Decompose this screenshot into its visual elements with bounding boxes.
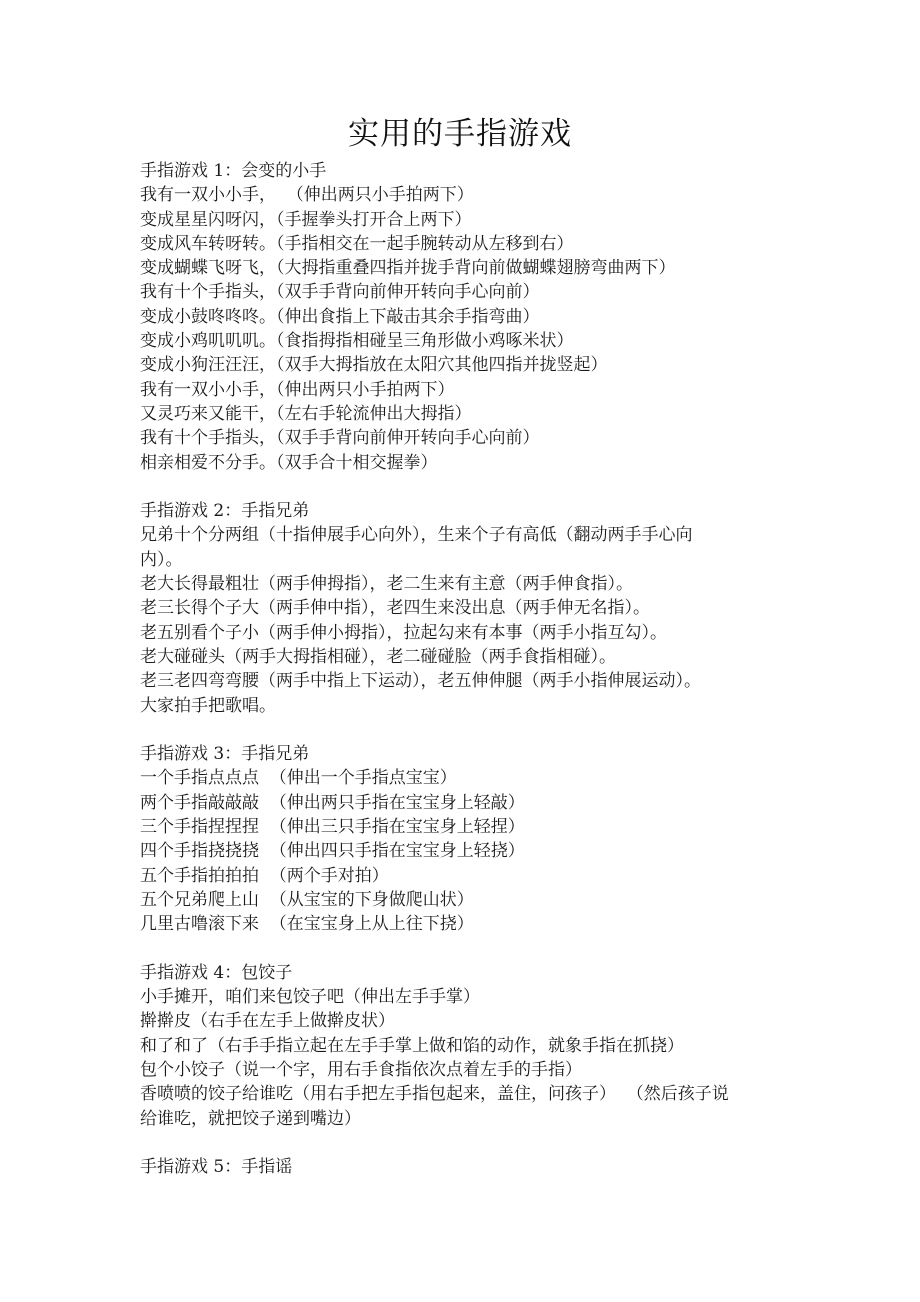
page-title: 实用的手指游戏 [348,116,572,152]
text-line: 变成蝴蝶飞呀飞，（大拇指重叠四指并拢手背向前做蝴蝶翅膀弯曲两下） [140,258,676,279]
text-line: 大家拍手把歌唱。 [140,695,276,716]
text-line: 相亲相爱不分手。（双手合十相交握拳） [140,452,438,473]
document-body [140,159,790,1179]
text-line: 兄弟十个分两组（十指伸展手心向外），生来个子有高低（翻动两手手心向 [140,525,693,546]
text-line: 变成风车转呀转。（手指相交在一起手腕转动从左移到右） [140,233,574,254]
section-heading: 手指游戏 5：手指谣 [140,1157,293,1178]
text-line: 和了和了（右手手指立起在左手手掌上做和馅的动作，就象手指在抓挠） [140,1035,684,1056]
section-heading: 手指游戏 4：包饺子 [140,962,293,983]
text-line: 两个手指敲敲敲 （伸出两只手指在宝宝身上轻敲） [140,792,525,813]
paragraph-gap [140,937,790,961]
text-line: 老三长得个子大（两手伸中指），老四生来没出息（两手伸无名指）。 [140,598,650,619]
paragraph-gap [140,1131,790,1155]
section-heading: 手指游戏 1：会变的小手 [140,161,327,181]
text-line: 小手摊开，咱们来包饺子吧（伸出左手手掌） [140,987,480,1008]
text-line: 变成小狗汪汪汪，（双手大拇指放在太阳穴其他四指并拢竖起） [140,355,608,376]
section-heading: 手指游戏 3：手指兄弟 [140,744,310,765]
text-line: 包个小饺子（说一个字，用右手食指依次点着左手的手指） [140,1059,582,1080]
text-line: 给谁吃，就把饺子递到嘴边） [140,1108,361,1129]
text-line: 老五别看个子小（两手伸小拇指），拉起勾来有本事（两手小指互勾）。 [140,622,667,643]
paragraph-gap [140,718,790,742]
section-heading: 手指游戏 2：手指兄弟 [140,501,310,522]
text-line: 擀擀皮（右手在左手上做擀皮状） [140,1011,395,1032]
text-line: 我有十个手指头，（双手手背向前伸开转向手心向前） [140,428,540,449]
text-line: 一个手指点点点 （伸出一个手指点宝宝） [140,768,457,789]
text-line: 五个兄弟爬上山 （从宝宝的下身做爬山状） [140,889,474,910]
text-line: 又灵巧来又能干，（左右手轮流伸出大拇指） [140,403,472,424]
text-line: 变成小鸡叽叽叽。（食指拇指相碰呈三角形做小鸡啄米状） [140,331,574,352]
text-line: 老大长得最粗壮（两手伸拇指），老二生来有主意（两手伸食指）。 [140,574,633,595]
paragraph-gap [140,475,790,499]
text-line: 内）。 [140,549,183,570]
text-line: 三个手指捏捏捏 （伸出三只手指在宝宝身上轻捏） [140,817,525,838]
text-line: 四个手指挠挠挠 （伸出四只手指在宝宝身上轻挠） [140,841,525,862]
text-line: 香喷喷的饺子给谁吃（用右手把左手指包起来，盖住，问孩子） （然后孩子说 [140,1084,729,1105]
text-line: 我有十个手指头，（双手手背向前伸开转向手心向前） [140,282,540,303]
text-line: 老大碰碰头（两手大拇指相碰），老二碰碰脸（两手食指相碰）。 [140,646,616,667]
text-line: 变成星星闪呀闪，（手握拳头打开合上两下） [140,209,472,230]
text-line: 几里古噜滚下来 （在宝宝身上从上往下挠） [140,914,474,935]
text-line: 我有一双小小手， （伸出两只小手拍两下） [140,185,474,206]
text-line: 五个手指拍拍拍 （两个手对拍） [140,865,389,886]
text-line: 变成小鼓咚咚咚。（伸出食指上下敲击其余手指弯曲） [140,306,540,327]
text-line: 老三老四弯弯腰（两手中指上下运动），老五伸伸腿（两手小指伸展运动）。 [140,671,701,692]
text-line: 我有一双小小手，（伸出两只小手拍两下） [140,379,455,400]
